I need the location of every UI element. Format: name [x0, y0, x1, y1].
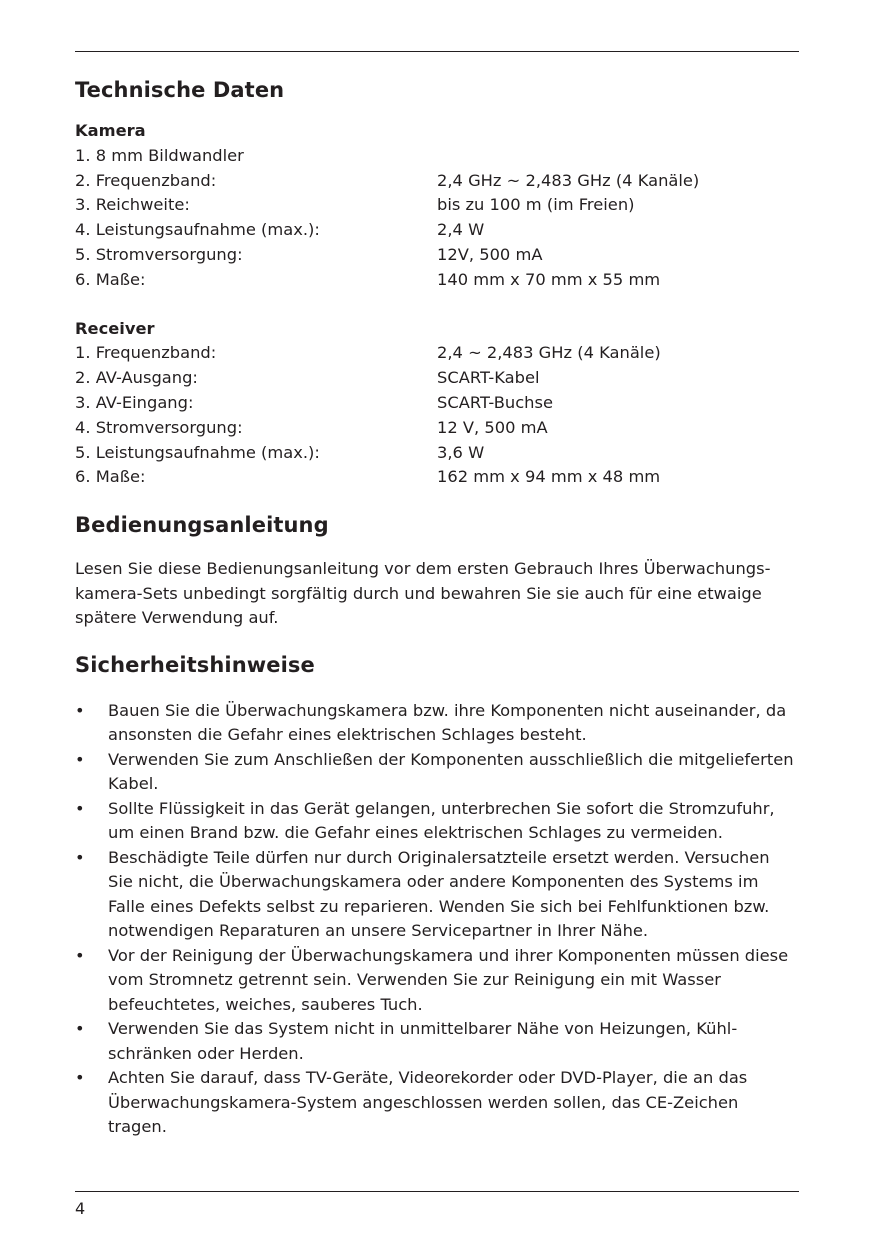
spec-row — [75, 268, 799, 293]
spec-value — [437, 144, 799, 169]
safety-item-text: Vor der Reinigung der Überwachungskamera und ihrer Komponenten müssen diese vom Stromnetz getrennt sein. Verwenden Sie zur Reinigung ein mit Wasser befeuchtetes, weiches, sauberes Tuch. — [108, 945, 789, 1014]
page-content — [75, 78, 799, 1140]
safety-item-text: Bauen Sie die Überwachungskamera bzw. ihre Komponenten nicht auseinander, da ansonsten die Gefahr eines elektrischen Schlages besteht. — [108, 700, 787, 745]
safety-list — [75, 699, 799, 1140]
safety-item-text: Achten Sie darauf, dass TV-Geräte, Videorekorder oder DVD-Player, die an das Überwachungskamera-System angeschlossen werden sollen, das CE-Zeichen tragen. — [108, 1068, 748, 1137]
spec-row — [75, 341, 799, 366]
spec-label: 5. Leistungsaufnahme (max.): — [75, 442, 320, 462]
page-number: 4 — [75, 1199, 86, 1218]
spec-row — [75, 391, 799, 416]
safety-item-text: Sollte Flüssigkeit in das Gerät gelangen, unterbrechen Sie sofort die Stromzufuhr, um einen Brand bzw. die Gefahr eines elektrischen Schlages zu vermeiden. — [108, 798, 775, 843]
safety-item-text: Beschädigte Teile dürfen nur durch Originalersatzteile ersetzt werden. Versuchen Sie nicht, die Überwachungskamera oder andere Komponenten des Systems im Falle eines Defekts selbst zu reparieren. Wenden Sie sich bei Fehlfunktionen bzw. notwendigen Reparaturen an unsere Servicepartner in Ihrer Nähe. — [108, 847, 770, 941]
camera-title: Kamera — [75, 121, 146, 140]
receiver-title: Receiver — [75, 318, 155, 338]
spec-row — [75, 441, 799, 466]
bullet-icon: • — [75, 798, 85, 818]
spec-label: 2. Frequenzband: — [75, 170, 217, 190]
spec-value: bis zu 100 m (im Freien) — [437, 195, 635, 215]
spec-value: 162 mm x 94 mm x 48 mm — [437, 467, 661, 487]
bullet-icon: • — [75, 1019, 85, 1039]
spec-row — [75, 366, 799, 391]
manual-text: Lesen Sie diese Bedienungsanleitung vor dem ersten Gebrauch Ihres Überwachungs-kamera-Sets unbedingt sorgfältig durch und bewahren Sie sie auch für eine etwaige spätere Verwendung auf. — [75, 559, 771, 628]
spec-label: 5. Stromversorgung: — [75, 244, 243, 264]
safety-item — [75, 1017, 799, 1066]
bottom-rule — [75, 1191, 799, 1192]
spec-row — [75, 193, 799, 218]
bullet-icon: • — [75, 847, 85, 867]
spec-label: 3. AV-Eingang: — [75, 392, 194, 412]
safety-item — [75, 846, 799, 944]
spec-value: 12 V, 500 mA — [437, 417, 548, 437]
spec-label: 3. Reichweite: — [75, 195, 190, 215]
spec-value: SCART-Buchse — [437, 392, 553, 412]
spec-label: 6. Maße: — [75, 467, 146, 487]
spec-row — [75, 144, 799, 169]
bullet-icon: • — [75, 700, 85, 720]
manual-heading: Bedienungsanleitung — [75, 513, 329, 538]
safety-item — [75, 1066, 799, 1140]
safety-item — [75, 797, 799, 846]
receiver-spec-block — [75, 317, 799, 491]
spec-row — [75, 243, 799, 268]
bullet-icon: • — [75, 945, 85, 965]
spec-value: 12V, 500 mA — [437, 244, 543, 264]
spec-label: 2. AV-Ausgang: — [75, 368, 198, 388]
spec-row — [75, 465, 799, 490]
safety-item-text: Verwenden Sie zum Anschließen der Komponenten ausschließlich die mitgelieferten Kabel. — [108, 749, 794, 794]
spec-label: 4. Leistungsaufnahme (max.): — [75, 220, 320, 240]
spec-label: 1. 8 mm Bildwandler — [75, 145, 244, 165]
safety-item-text: Verwenden Sie das System nicht in unmittelbarer Nähe von Heizungen, Kühl-schränken oder Herden. — [108, 1019, 738, 1063]
top-rule — [75, 51, 799, 52]
spec-label: 4. Stromversorgung: — [75, 417, 243, 437]
spec-value: 2,4 W — [437, 220, 485, 240]
spec-value: 3,6 W — [437, 442, 485, 462]
safety-item — [75, 944, 799, 1018]
spec-label: 6. Maße: — [75, 269, 146, 289]
spec-row — [75, 218, 799, 243]
spec-label: 1. Frequenzband: — [75, 343, 217, 363]
camera-spec-block — [75, 119, 799, 293]
spec-value: SCART-Kabel — [437, 368, 540, 388]
safety-item — [75, 748, 799, 797]
spec-row — [75, 169, 799, 194]
spec-value: 2,4 GHz ~ 2,483 GHz (4 Kanäle) — [437, 170, 700, 190]
spec-value: 140 mm x 70 mm x 55 mm — [437, 269, 661, 289]
bullet-icon: • — [75, 749, 85, 769]
safety-heading: Sicherheitshinweise — [75, 652, 315, 677]
safety-item — [75, 699, 799, 748]
spec-value: 2,4 ~ 2,483 GHz (4 Kanäle) — [437, 343, 661, 363]
spec-row — [75, 416, 799, 441]
bullet-icon: • — [75, 1068, 85, 1088]
technical-data-heading: Technische Daten — [75, 78, 285, 102]
